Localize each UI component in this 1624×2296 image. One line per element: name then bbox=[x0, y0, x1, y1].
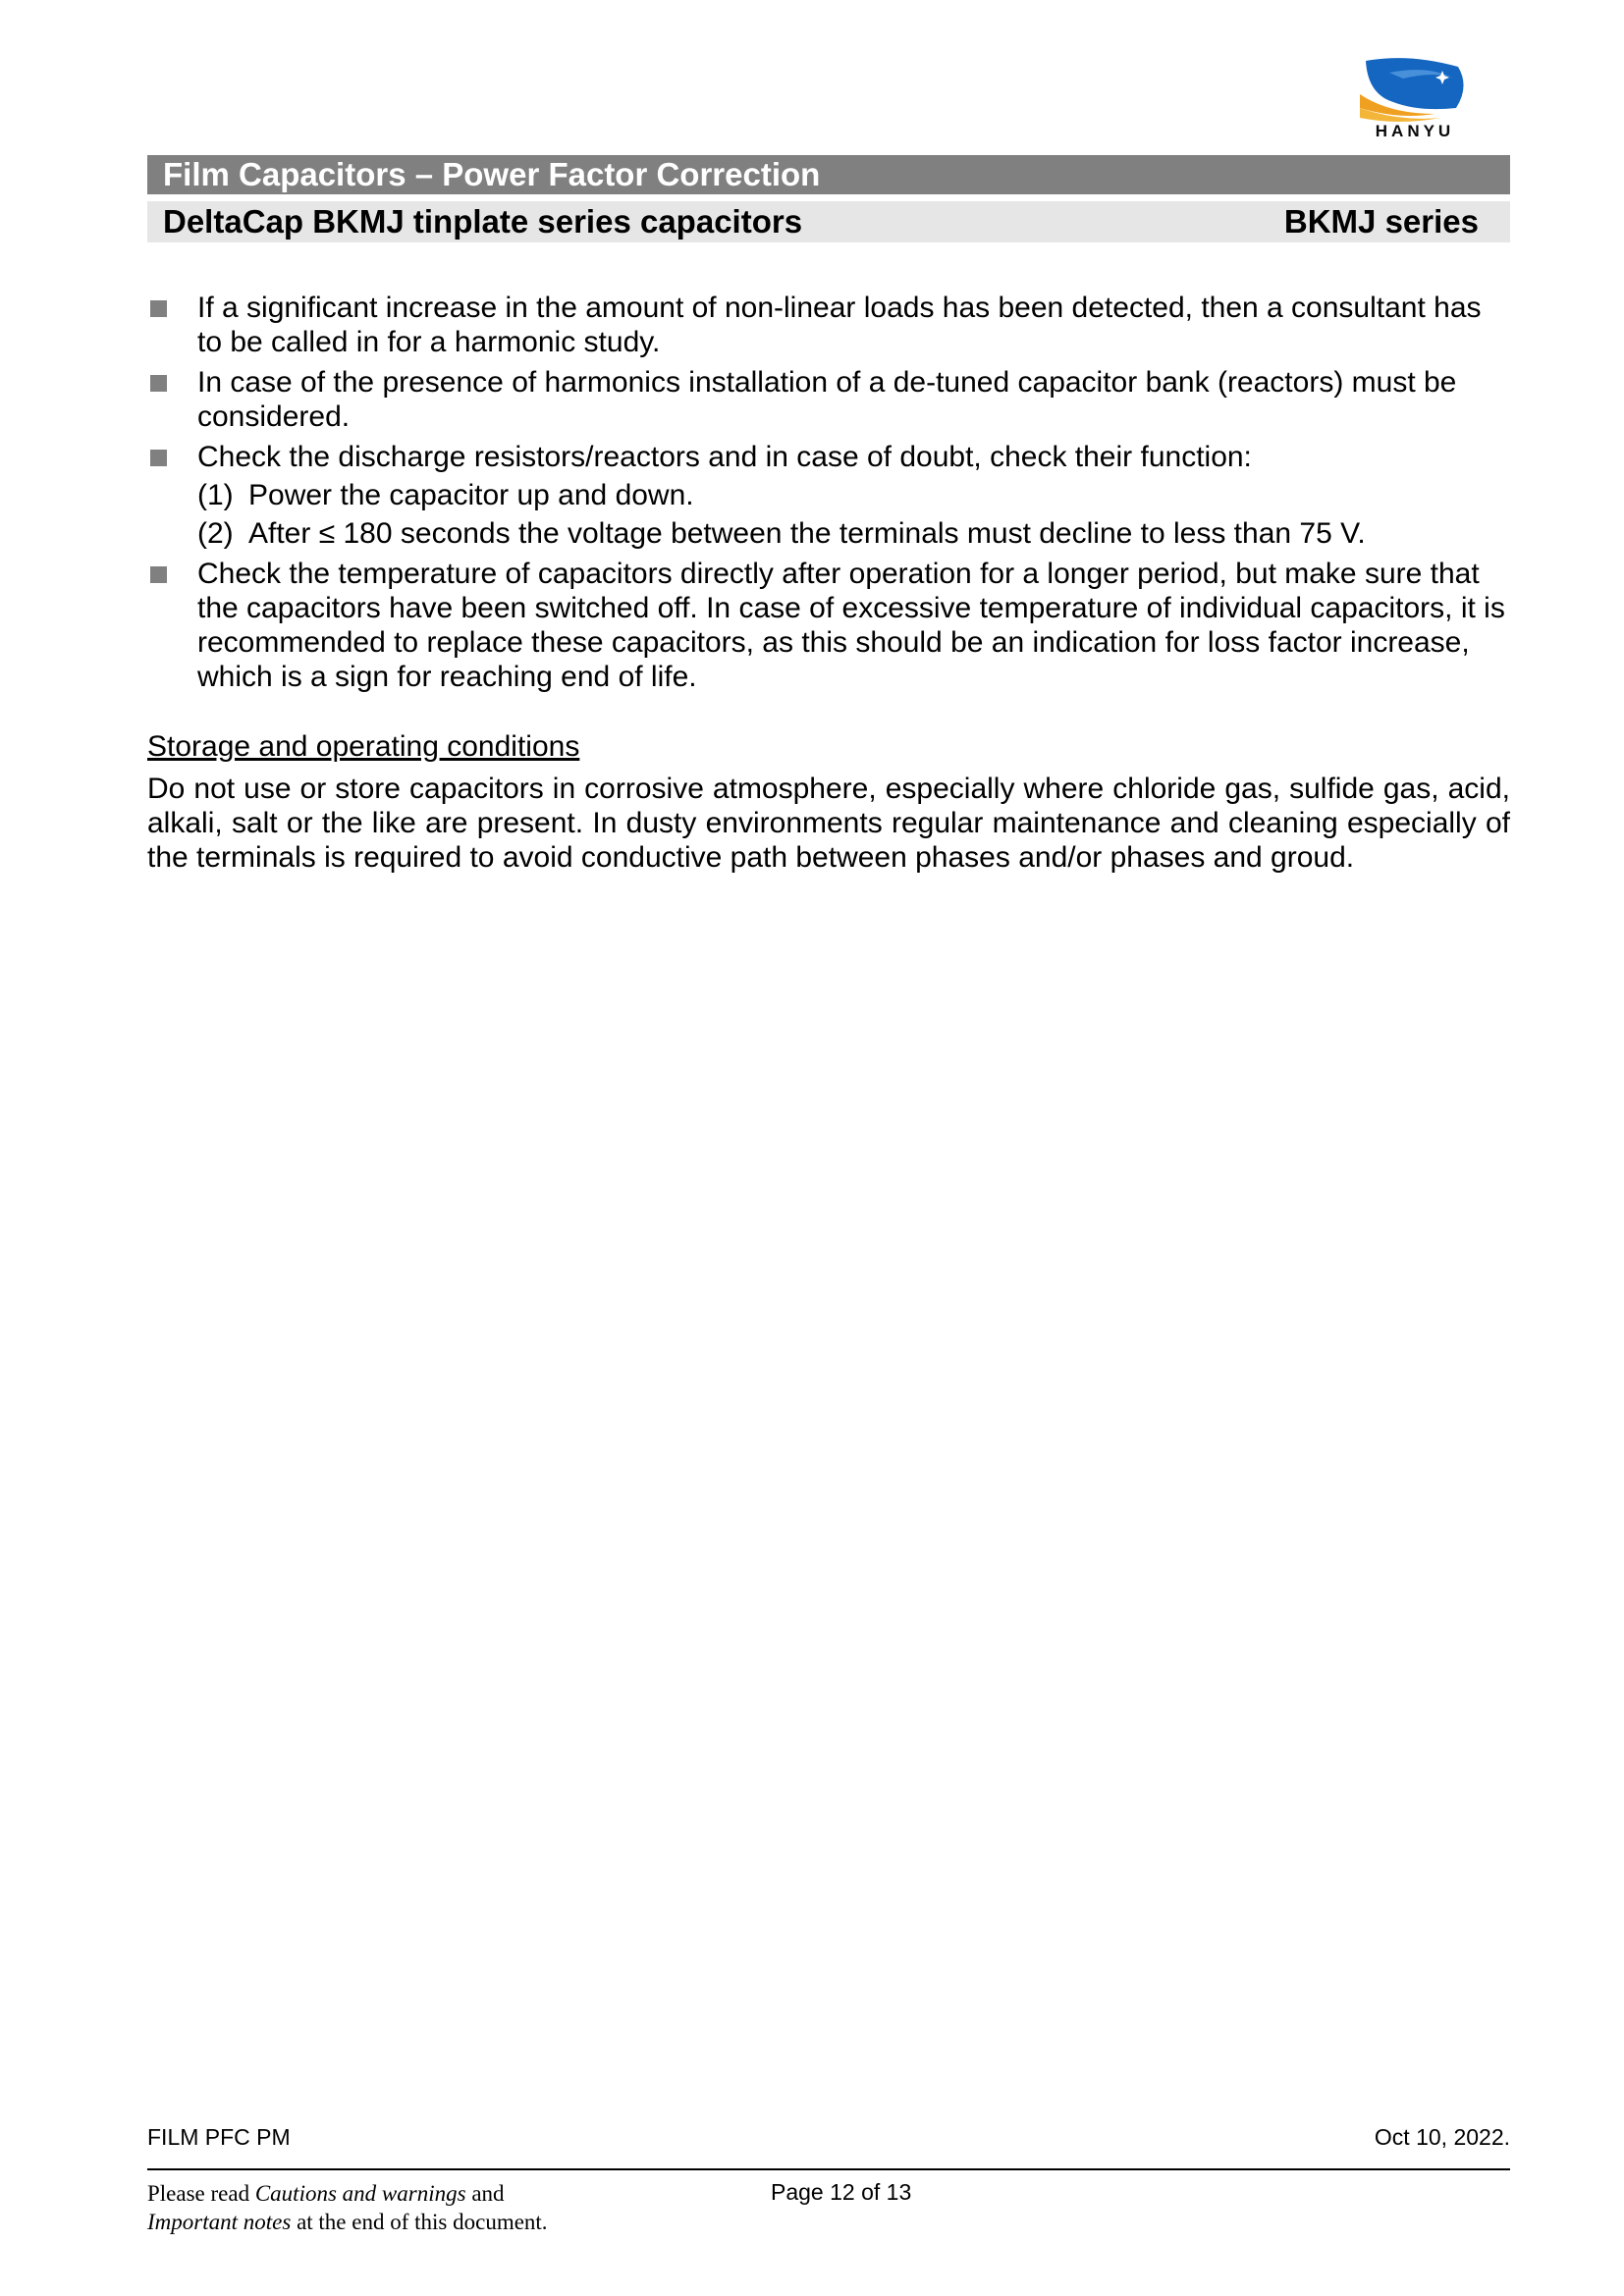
sub-step bbox=[147, 516, 1510, 551]
logo-wordmark: HANYU bbox=[1375, 122, 1455, 140]
page-number: Page 12 of 13 bbox=[771, 2179, 912, 2205]
square-bullet-icon bbox=[150, 375, 167, 392]
footer-note-text: Please read bbox=[147, 2181, 255, 2206]
square-bullet-icon bbox=[150, 300, 167, 317]
cautions-reference: Cautions and warnings bbox=[254, 2181, 466, 2206]
page-body bbox=[147, 291, 1510, 875]
bullet-item bbox=[147, 365, 1510, 434]
sub-step-text: After ≤ 180 seconds the voltage between the terminals must decline to less than 75 V. bbox=[248, 517, 1366, 550]
hanyu-logo bbox=[1360, 57, 1488, 145]
bullet-item bbox=[147, 557, 1510, 694]
section-heading-storage: Storage and operating conditions bbox=[147, 730, 580, 763]
footer-note-text: and bbox=[465, 2181, 505, 2206]
product-title: DeltaCap BKMJ tinplate series capacitors bbox=[163, 203, 803, 240]
important-notes-reference: Important notes bbox=[147, 2210, 292, 2234]
sub-step bbox=[147, 478, 1510, 512]
document-category-title: Film Capacitors – Power Factor Correction bbox=[163, 156, 821, 192]
hanyu-logo-mark bbox=[1360, 57, 1470, 122]
document-category-bar bbox=[147, 155, 1510, 194]
bullet-text: If a significant increase in the amount of non-linear loads has been detected, then a consultant has to be called in for a harmonic study. bbox=[197, 292, 1482, 358]
bullet-item bbox=[147, 291, 1510, 359]
footer-note bbox=[147, 2179, 548, 2236]
bullet-text: In case of the presence of harmonics installation of a de-tuned capacitor bank (reactors) must be considered. bbox=[197, 366, 1457, 433]
bullet-text: Check the discharge resistors/reactors and in case of doubt, check their function: bbox=[197, 441, 1252, 473]
series-label: BKMJ series bbox=[1283, 203, 1479, 240]
bullet-text: Check the temperature of capacitors directly after operation for a longer period, but make sure that the capacitors have been switched off. In case of excessive temperature of individual capacitors, it is recommended to replace these capacitors, as this should be an indication for loss factor increase, which is a sign for reaching end of life. bbox=[197, 558, 1505, 693]
square-bullet-icon bbox=[150, 450, 167, 466]
sub-step-number: (2) bbox=[197, 517, 234, 550]
footer-doc-code: FILM PFC PM bbox=[147, 2124, 291, 2150]
product-title-bar bbox=[147, 201, 1510, 242]
square-bullet-icon bbox=[150, 566, 167, 583]
sub-step-number: (1) bbox=[197, 479, 234, 511]
storage-paragraph: Do not use or store capacitors in corrosive atmosphere, especially where chloride gas, sulfide gas, acid, alkali, salt or the like are present. In dusty environments regular maintenance and cleaning especially of the terminals is required to avoid conductive path between phases and/or phases and groud. bbox=[147, 773, 1510, 874]
footer-date: Oct 10, 2022. bbox=[1374, 2124, 1510, 2150]
footer-divider bbox=[147, 2168, 1510, 2170]
sub-step-text: Power the capacitor up and down. bbox=[248, 479, 694, 511]
bullet-item bbox=[147, 440, 1510, 474]
footer-note-text: at the end of this document. bbox=[291, 2210, 548, 2234]
